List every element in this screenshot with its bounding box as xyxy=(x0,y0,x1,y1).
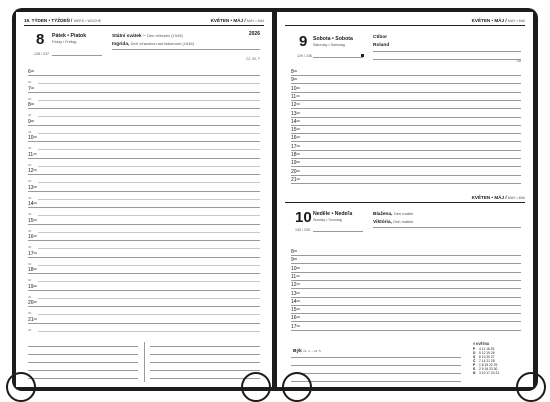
note-line[interactable] xyxy=(28,354,138,355)
day-name-10: Neděle • Nedeľa xyxy=(313,211,353,217)
half-hour-line[interactable] xyxy=(38,116,260,117)
hour-label: $20^{00}$ xyxy=(291,168,300,175)
hour-label: $16^{00}$ xyxy=(291,135,300,142)
half-hour-label: 30 xyxy=(28,278,32,283)
hour-line[interactable] xyxy=(28,207,260,208)
half-hour-label: 30 xyxy=(28,129,32,134)
half-hour-line[interactable] xyxy=(38,331,260,332)
hour-label: $17^{00}$ xyxy=(291,323,300,330)
hour-line[interactable] xyxy=(291,321,521,322)
hour-line[interactable] xyxy=(291,305,521,306)
name-day-cz: Ctibor xyxy=(373,35,388,40)
hour-line[interactable] xyxy=(28,257,260,258)
hour-line[interactable] xyxy=(28,75,260,76)
half-hour-label: 30 xyxy=(28,96,32,101)
mini-calendar-days: 2 9 16 23 30 xyxy=(479,367,498,371)
hour-label: $21^{00}$ xyxy=(28,316,37,323)
name-day-sk-10: Viktória, Deň matiek xyxy=(373,219,414,225)
half-hour-line[interactable] xyxy=(38,133,260,134)
note-line[interactable] xyxy=(291,373,461,374)
region-code: CZ, SK, F xyxy=(246,57,260,61)
mini-calendar-weekday: P xyxy=(473,363,476,367)
holiday: Státní svátek – Den vítězství (1945) xyxy=(112,33,183,39)
hour-line[interactable] xyxy=(291,166,521,167)
hour-label: $15^{00}$ xyxy=(291,307,300,314)
hour-line[interactable] xyxy=(291,100,521,101)
hour-line[interactable] xyxy=(28,306,260,307)
hour-label: $8^{00}$ xyxy=(291,249,298,255)
half-hour-line[interactable] xyxy=(38,248,260,249)
hour-line[interactable] xyxy=(291,75,521,76)
note-line[interactable] xyxy=(150,354,260,355)
hour-label: $15^{00}$ xyxy=(28,217,37,224)
mini-calendar-days: 4 11 18 25 xyxy=(479,347,495,351)
hour-label: $12^{00}$ xyxy=(28,168,37,174)
hour-label: $10^{00}$ xyxy=(291,85,300,92)
mini-calendar-title: V KVĚTNU xyxy=(473,342,490,346)
region-code-9: UA xyxy=(516,59,521,63)
hour-line[interactable] xyxy=(28,92,260,93)
half-hour-label: 30 xyxy=(28,146,32,151)
note-line[interactable] xyxy=(150,370,260,371)
hour-label: $11^{00}$ xyxy=(28,151,37,158)
day-sub-10: Sunday • Sonntag xyxy=(313,218,342,222)
half-hour-line[interactable] xyxy=(38,199,260,200)
hour-label: $14^{00}$ xyxy=(291,298,300,305)
hour-label: $15^{00}$ xyxy=(291,127,300,134)
note-line[interactable] xyxy=(150,346,260,347)
half-hour-line[interactable] xyxy=(38,149,260,150)
mini-calendar-weekday: Ú xyxy=(473,351,476,355)
hour-label: $16^{00}$ xyxy=(28,234,37,240)
half-hour-line[interactable] xyxy=(38,232,260,233)
hour-label: $6^{00}$ xyxy=(28,69,35,75)
name-day: Ingrida, Deň víťazstva nad fašizmom (1945) xyxy=(112,41,194,47)
note-line[interactable] xyxy=(150,362,260,363)
half-hour-label: 30 xyxy=(28,327,32,332)
hour-label: $13^{00}$ xyxy=(28,184,37,191)
half-hour-label: 30 xyxy=(28,294,32,299)
mini-calendar-weekday: S xyxy=(473,367,476,371)
hour-line[interactable] xyxy=(291,280,521,281)
hour-line[interactable] xyxy=(28,290,260,291)
mini-calendar-days: 7 14 21 28 xyxy=(479,359,495,363)
day-number-10: 10 xyxy=(295,209,312,226)
hour-line[interactable] xyxy=(291,92,521,93)
hour-label: $11^{00}$ xyxy=(291,93,300,100)
hour-label: $18^{00}$ xyxy=(291,152,300,158)
mini-calendar-days: 5 12 19 26 xyxy=(479,351,495,355)
hour-line[interactable] xyxy=(291,125,521,126)
hour-label: $16^{00}$ xyxy=(291,315,300,322)
day-of-year: 128 / 237 xyxy=(34,52,49,56)
half-hour-line[interactable] xyxy=(38,83,260,84)
hour-label: $20^{00}$ xyxy=(28,300,37,306)
hour-label: $12^{00}$ xyxy=(291,102,300,109)
note-line[interactable] xyxy=(28,378,138,379)
hour-label: $10^{00}$ xyxy=(28,135,37,141)
hour-line[interactable] xyxy=(28,191,260,192)
day-of-year-9: 129 / 236 xyxy=(297,54,312,58)
day-number: 8 xyxy=(36,31,45,48)
day-of-year-10: 130 / 235 xyxy=(295,228,310,232)
name-day-cz-10: Blažena, Den matek xyxy=(373,211,414,217)
hour-line[interactable] xyxy=(291,183,521,184)
corner-ornament-right xyxy=(516,372,546,402)
half-hour-line[interactable] xyxy=(38,265,260,266)
half-hour-label: 30 xyxy=(28,311,32,316)
moon-icon xyxy=(361,54,364,57)
hour-label: $11^{00}$ xyxy=(291,273,300,280)
corner-ornament-center-left xyxy=(241,372,271,402)
header-rule xyxy=(24,25,264,26)
hour-label: $18^{00}$ xyxy=(28,267,37,273)
hour-label: $10^{00}$ xyxy=(291,265,300,272)
half-hour-label: 30 xyxy=(28,261,32,266)
half-hour-label: 30 xyxy=(28,228,32,233)
hour-label: $8^{00}$ xyxy=(28,102,35,108)
hour-label: $14^{00}$ xyxy=(28,201,37,207)
hour-label: $14^{00}$ xyxy=(291,118,300,125)
half-hour-line[interactable] xyxy=(38,100,260,101)
hour-label: $7^{00}$ xyxy=(28,85,35,92)
mini-calendar-row xyxy=(473,371,499,375)
hour-line[interactable] xyxy=(291,272,521,273)
hour-line[interactable] xyxy=(291,150,521,151)
hour-line[interactable] xyxy=(291,255,521,256)
day-subtitle: Friday • Freitag xyxy=(52,40,77,44)
hour-line[interactable] xyxy=(28,141,260,142)
hour-line[interactable] xyxy=(291,141,521,142)
hour-line[interactable] xyxy=(291,133,521,134)
hour-label: $19^{00}$ xyxy=(28,283,37,290)
hour-line[interactable] xyxy=(28,240,260,241)
mini-calendar xyxy=(473,347,499,375)
hour-line[interactable] xyxy=(28,174,260,175)
corner-ornament-center-right xyxy=(282,372,312,402)
hour-label: $9^{00}$ xyxy=(291,257,298,264)
hour-line[interactable] xyxy=(28,224,260,225)
year: 2026 xyxy=(248,31,260,37)
note-line[interactable] xyxy=(28,346,138,347)
hour-line[interactable] xyxy=(291,330,521,331)
name-day-sk: Roland xyxy=(373,43,390,48)
mini-calendar-weekday: S xyxy=(473,355,476,359)
half-hour-label: 30 xyxy=(28,245,32,250)
hour-label: $13^{00}$ xyxy=(291,110,300,117)
day-sub-9: Saturday • Samstag xyxy=(313,43,345,47)
note-line[interactable] xyxy=(28,370,138,371)
mini-calendar-days: 3 10 17 24 31 xyxy=(479,371,500,375)
day-number-9: 9 xyxy=(299,33,308,50)
hour-label: $8^{00}$ xyxy=(291,69,298,75)
half-hour-line[interactable] xyxy=(38,298,260,299)
hour-label: $17^{00}$ xyxy=(28,250,37,257)
half-hour-label: 30 xyxy=(28,195,32,200)
month-header-day10: KVĚTEN • MÁJ / MAY • MAI xyxy=(471,195,525,200)
half-hour-label: 30 xyxy=(28,162,32,167)
note-line[interactable] xyxy=(291,365,461,366)
day-name: Pátek • Piatok xyxy=(52,33,87,39)
hour-line[interactable] xyxy=(291,263,521,264)
half-hour-label: 30 xyxy=(28,179,32,184)
hour-label: $17^{00}$ xyxy=(291,143,300,150)
note-line[interactable] xyxy=(291,381,461,382)
half-hour-line[interactable] xyxy=(38,182,260,183)
day-name-9: Sobota • Sobota xyxy=(313,36,353,42)
mini-calendar-weekday: P xyxy=(473,347,476,351)
mini-calendar-days: 1 8 15 22 29 xyxy=(479,363,498,367)
hour-label: $9^{00}$ xyxy=(291,77,298,84)
hour-line[interactable] xyxy=(28,125,260,126)
hour-line[interactable] xyxy=(291,175,521,176)
hour-line[interactable] xyxy=(291,288,521,289)
hour-line[interactable] xyxy=(28,323,260,324)
half-hour-label: 30 xyxy=(28,212,32,217)
half-hour-line[interactable] xyxy=(38,215,260,216)
half-hour-label: 30 xyxy=(28,80,32,85)
hour-line[interactable] xyxy=(291,158,521,159)
hour-line[interactable] xyxy=(28,273,260,274)
mini-calendar-days: 6 13 20 27 xyxy=(479,355,495,359)
half-hour-line[interactable] xyxy=(38,166,260,167)
hour-label: $13^{00}$ xyxy=(291,290,300,297)
hour-label: $9^{00}$ xyxy=(28,118,35,125)
hour-line[interactable] xyxy=(291,108,521,109)
hour-label: $21^{00}$ xyxy=(291,176,300,183)
zodiac-label: Býk 21. 4. – 21. 5. xyxy=(293,349,322,354)
hour-label: $12^{00}$ xyxy=(291,282,300,289)
hour-line[interactable] xyxy=(291,313,521,314)
hour-line[interactable] xyxy=(28,158,260,159)
half-hour-line[interactable] xyxy=(38,314,260,315)
hour-line[interactable] xyxy=(28,108,260,109)
note-line[interactable] xyxy=(291,357,461,358)
month-header: KVĚTEN • MÁJ / MAY • MAI xyxy=(210,18,264,23)
month-header-right: KVĚTEN • MÁJ / MAY • MAI xyxy=(471,18,525,23)
hour-label: $19^{00}$ xyxy=(291,160,300,167)
left-page xyxy=(16,12,272,387)
corner-ornament-left xyxy=(6,372,36,402)
hour-line[interactable] xyxy=(291,83,521,84)
week-header: 19. TÝDEN • TÝŽDEŇ / WEEK • WOCHE xyxy=(24,18,102,23)
half-hour-line[interactable] xyxy=(38,281,260,282)
mini-calendar-weekday: N xyxy=(473,371,476,375)
hour-line[interactable] xyxy=(291,117,521,118)
half-hour-label: 30 xyxy=(28,113,32,118)
hour-line[interactable] xyxy=(291,297,521,298)
right-page xyxy=(277,12,533,387)
mini-calendar-weekday: Č xyxy=(473,359,476,363)
note-line[interactable] xyxy=(28,362,138,363)
